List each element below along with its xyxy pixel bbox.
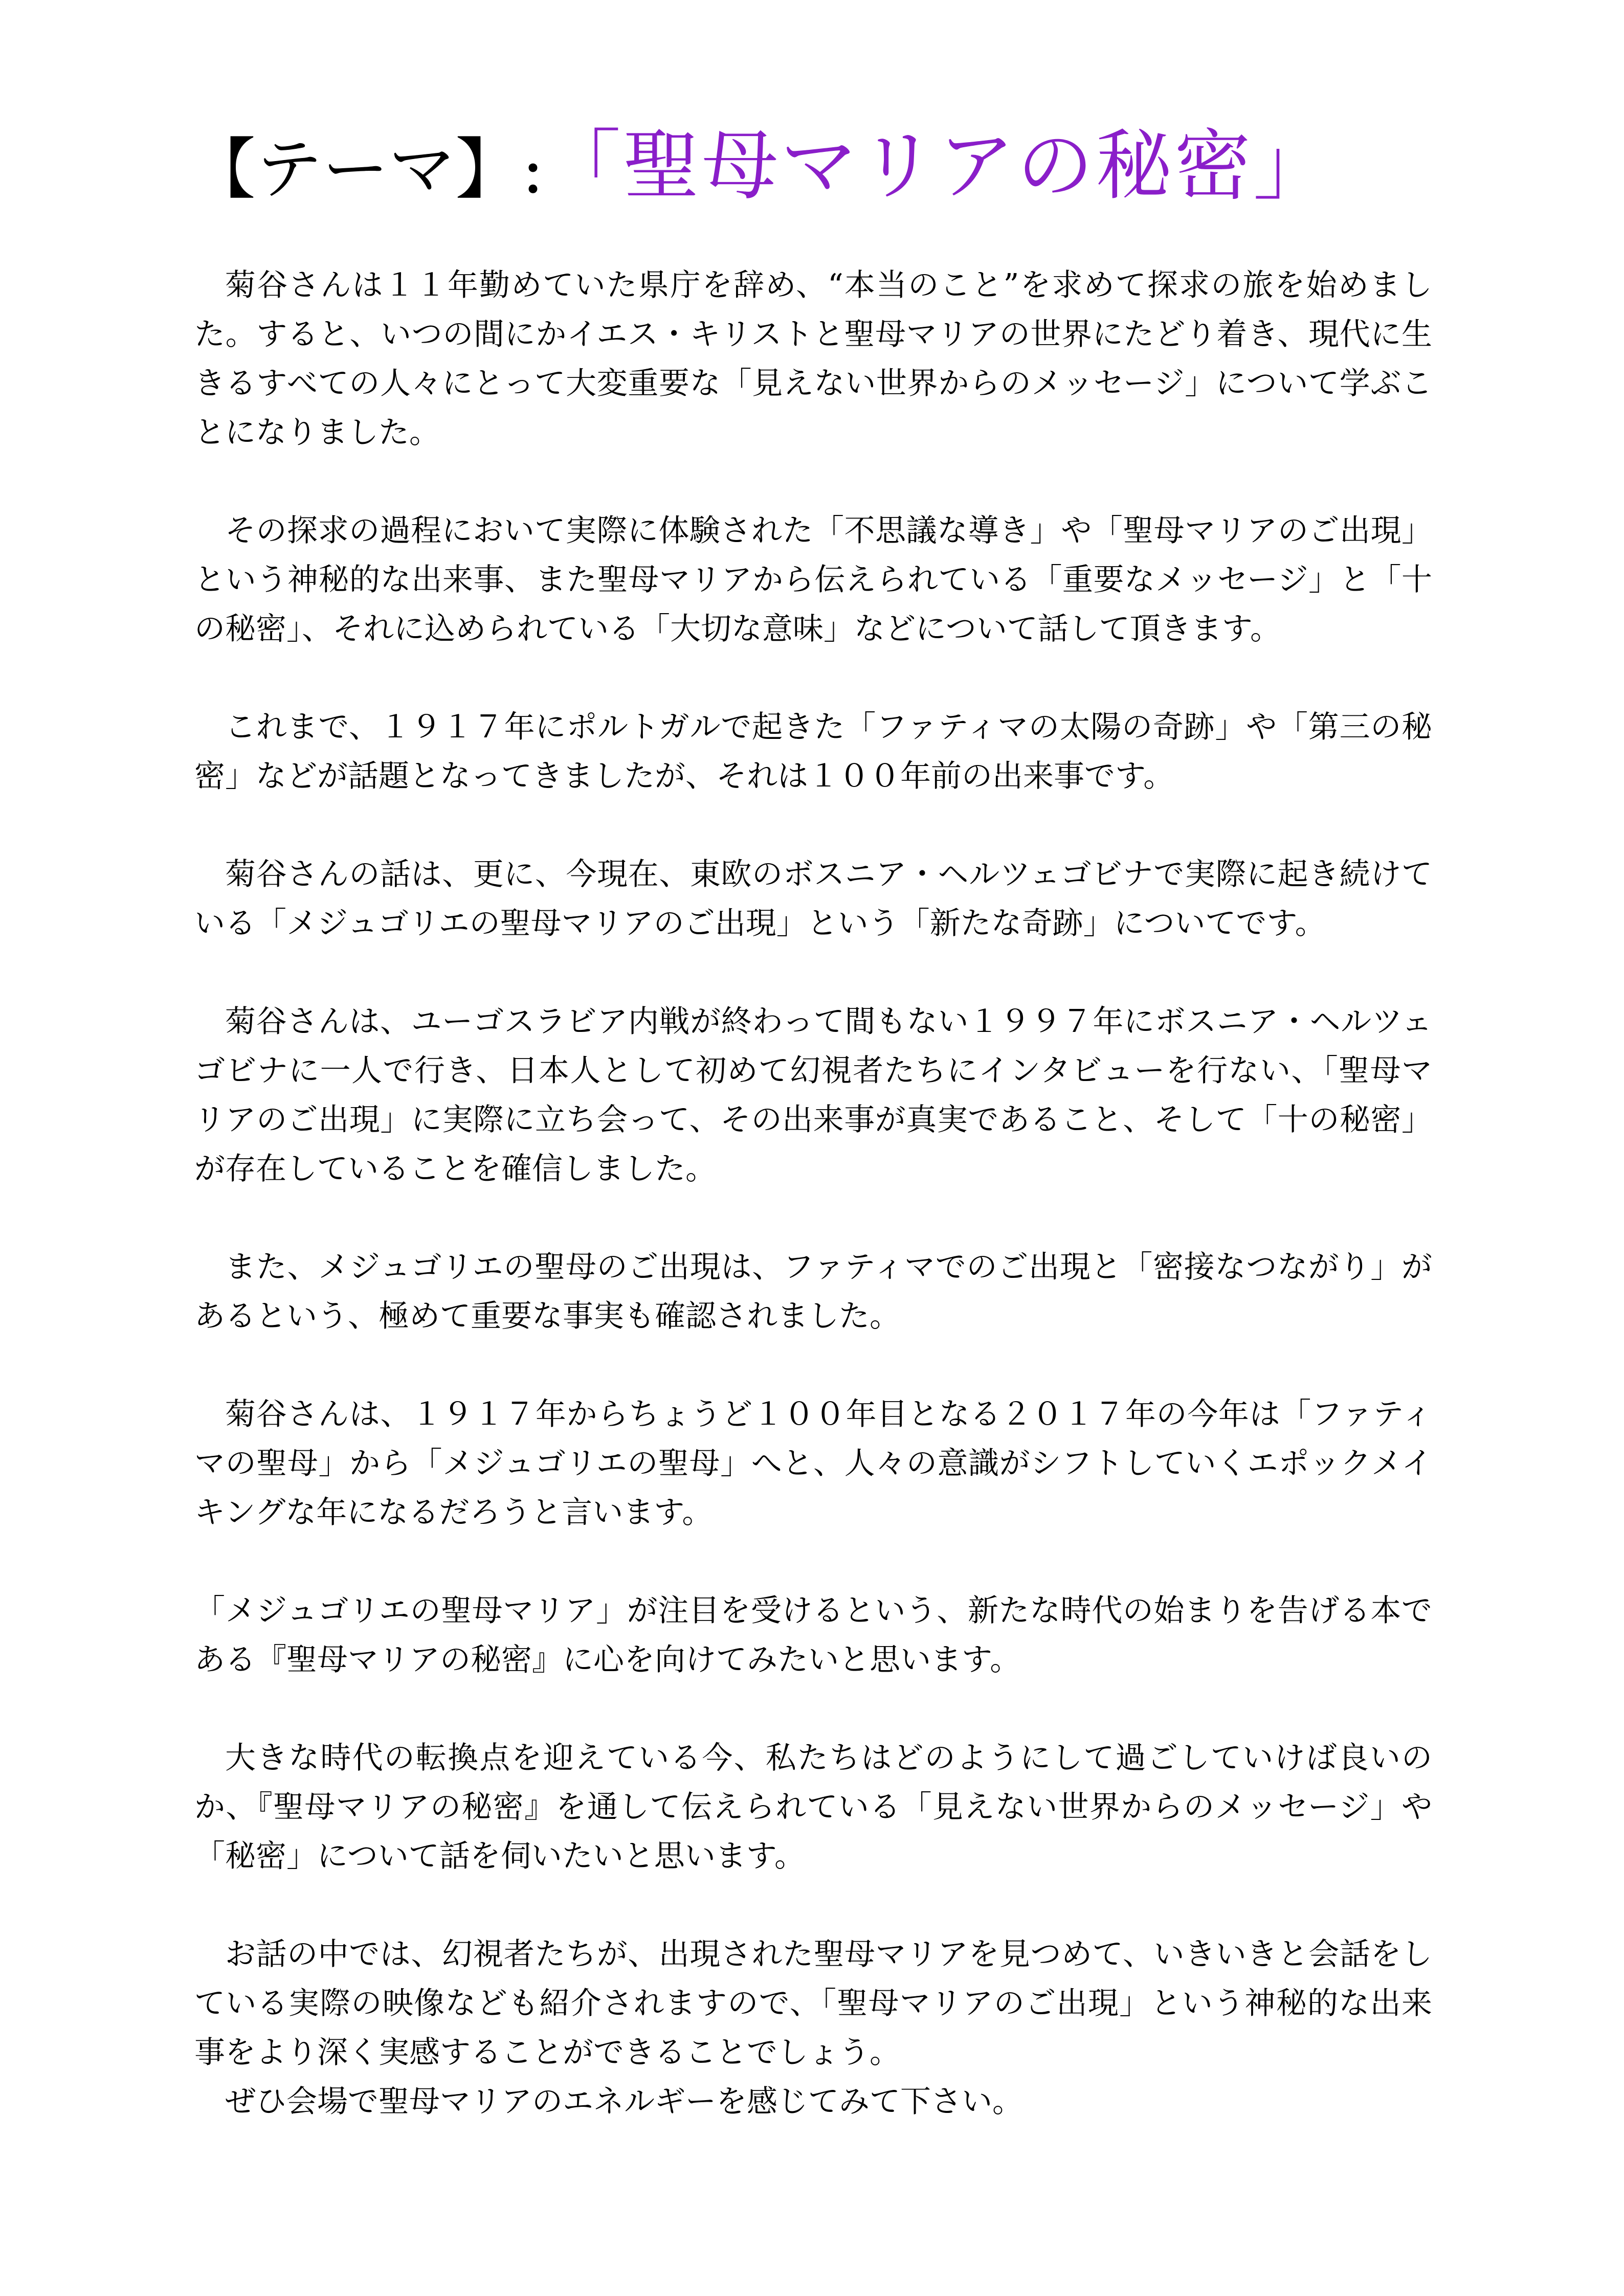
theme-label: 【テーマ】: (189, 130, 544, 208)
paragraph-3: これまで、１９１７年にポルトガルで起きた「ファティマの太陽の奇跡」や「第三の秘密」などが話題となってきましたが、それは１００年前の出来事です。 (194, 709, 1432, 794)
paragraph-6: また、メジュゴリエの聖母のご出現は、ファティマでのご出現と「密接なつながり」があるという、極めて重要な事実も確認されました。 (194, 1249, 1432, 1334)
theme-title: 「聖母マリアの秘密」 (544, 122, 1332, 211)
paragraph-7: 菊谷さんは、１９１７年からちょうど１００年目となる２０１７年の今年は「ファティマの聖母」から「メジュゴリエの聖母」へと、人々の意識がシフトしていくエポックメイキングな年になるだろうと言います。 (194, 1397, 1432, 1530)
paragraph-2: その探求の過程において実際に体験された「不思議な導き」や「聖母マリアのご出現」という神秘的な出来事、また聖母マリアから伝えられている「重要なメッセージ」と「十の秘密」、それに込められている「大切な意味」などについて話して頂きます。 (194, 513, 1432, 647)
paragraph-5: 菊谷さんは、ユーゴスラビア内戦が終わって間もない１９９７年にボスニア・ヘルツェゴビナに一人で行き、日本人として初めて幻視者たちにインタビューを行ない、「聖母マリアのご出現」に実際に立ち会って、その出来事が真実であること、そして「十の秘密」が存在していることを確信しました。 (194, 1004, 1432, 1187)
body-text (194, 261, 1432, 2126)
paragraph-1: 菊谷さんは１１年勤めていた県庁を辞め、“本当のこと”を求めて探求の旅を始めました。すると、いつの間にかイエス・キリストと聖母マリアの世界にたどり着き、現代に生きるすべての人々にとって大変重要な「見えない世界からのメッセージ」について学ぶことになりました。 (194, 267, 1432, 451)
paragraph-4: 菊谷さんの話は、更に、今現在、東欧のボスニア・ヘルツェゴビナで実際に起き続けている「メジュゴリエの聖母マリアのご出現」という「新たな奇跡」についてです。 (194, 857, 1432, 941)
paragraph-8: 「メジュゴリエの聖母マリア」が注目を受けるという、新たな時代の始まりを告げる本である『聖母マリアの秘密』に心を向けてみたいと思います。 (194, 1593, 1432, 1678)
page-title (189, 122, 1332, 211)
paragraph-11: ぜひ会場で聖母マリアのエネルギーを感じてみて下さい。 (225, 2084, 1023, 2120)
paragraph-9: 大きな時代の転換点を迎えている今、私たちはどのようにして過ごしていけば良いのか、『聖母マリアの秘密』を通して伝えられている「見えない世界からのメッセージ」や「秘密」について話を伺いたいと思います。 (194, 1740, 1432, 1874)
paragraph-10: お話の中では、幻視者たちが、出現された聖母マリアを見つめて、いきいきと会話をしている実際の映像なども紹介されますので、「聖母マリアのご出現」という神秘的な出来事をより深く実感することができることでしょう。 (194, 1937, 1432, 2070)
